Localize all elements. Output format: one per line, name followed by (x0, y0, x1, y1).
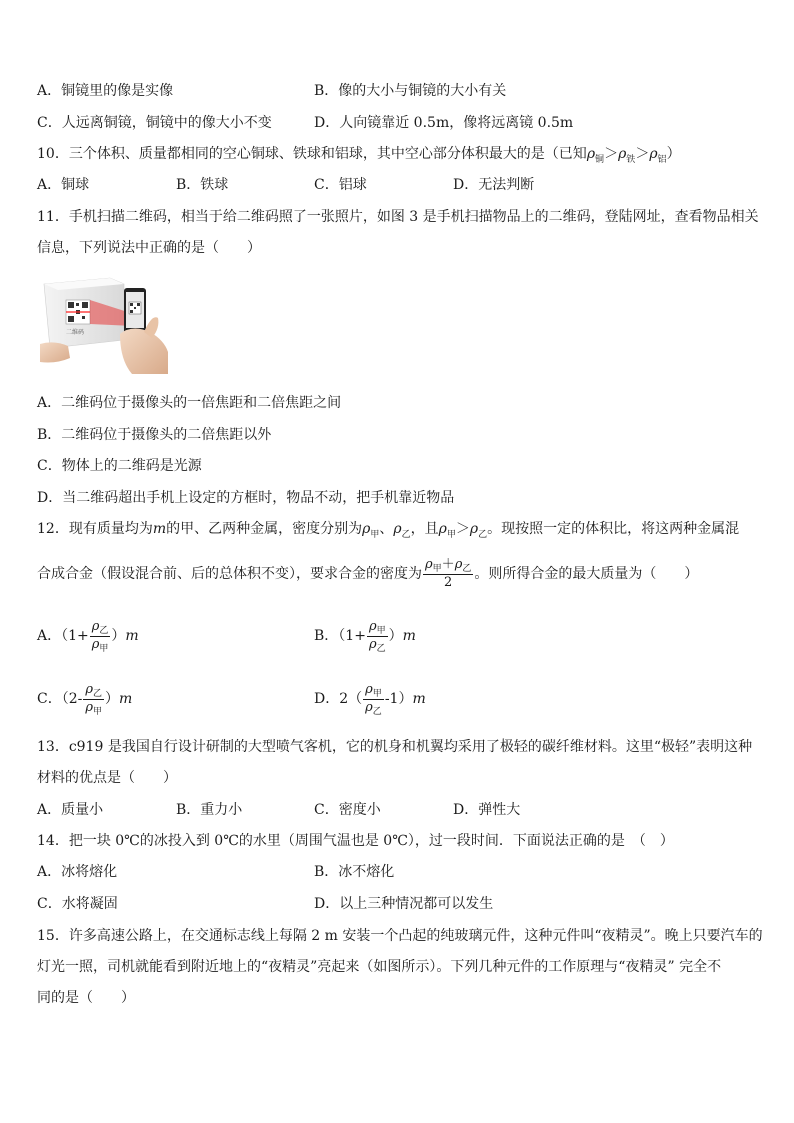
q15-stem-line2: 灯光一照，司机就能看到附近地上的“夜精灵”亮起来（如图所示）。下列几种元件的工作原理与“夜精灵” 完全不 (37, 959, 722, 975)
q10-option-c: C．铝球 (314, 177, 367, 193)
q12-option-c: C．（2- $\frac{\rho_乙}{\rho_甲}$ ）m (37, 681, 133, 717)
q9-option-b: B．像的大小与铜镜的大小有关 (314, 83, 507, 99)
q12-option-b: B．（1+ $\frac{\rho_甲}{\rho_乙}$ ）m (314, 618, 416, 654)
q11-stem-line1: 11．手机扫描二维码，相当于给二维码照了一张照片，如图 3 是手机扫描物品上的二维码，登陆网址，查看物品相关 (37, 209, 759, 225)
q12-option-d: D．2（ $\frac{\rho_甲}{\rho_乙}$ -1）m (314, 681, 426, 717)
qr-scan-photo (40, 274, 168, 374)
q11-option-c: C．物体上的二维码是光源 (37, 458, 202, 474)
q10-option-d: D．无法判断 (453, 177, 535, 193)
q9-option-d: D．人向镜靠近 0.5m，像将远离镜 0.5m (314, 115, 574, 131)
q13-stem-line1: 13．c919 是我国自行设计研制的大型喷气客机，它的机身和机翼均采用了极轻的碳纤维材料。这里“极轻”表明这种 (37, 739, 753, 755)
q10-option-b: B．铁球 (176, 177, 229, 193)
q13-option-d: D．弹性大 (453, 802, 521, 818)
q13-option-c: C．密度小 (314, 802, 381, 818)
q11-option-a: A．二维码位于摄像头的一倍焦距和二倍焦距之间 (37, 395, 342, 411)
q9-option-a: A．铜镜里的像是实像 (37, 83, 174, 99)
q13-option-b: B．重力小 (176, 802, 243, 818)
q14-option-d: D．以上三种情况都可以发生 (314, 896, 494, 912)
q9-option-c: C．人远离铜镜，铜镜中的像大小不变 (37, 115, 272, 131)
q12-stem-line2: 合成合金（假设混合前、后的总体积不变），要求合金的密度为 $\frac{\rho_甲+\rho_乙}{2}$ 。则所得合金的最大质量为（ ） (37, 557, 699, 590)
q12-option-a: A．（1+ $\frac{\rho_乙}{\rho_甲}$ ）m (37, 618, 139, 654)
q12-stem-line1: 12．现有质量均为m的甲、乙两种金属，密度分别为$\rho_甲$、$\rho_乙$，且$\rho_甲>\rho_乙$。现按照一定的体积比，将这两种金属混 (37, 521, 740, 540)
q11-option-b: B．二维码位于摄像头的二倍焦距以外 (37, 427, 272, 443)
q15-stem-line3: 同的是（ ） (37, 990, 135, 1006)
q14-option-a: A．冰将熔化 (37, 864, 118, 880)
q10-stem: 10．三个体积、质量都相同的空心铜球、铁球和铝球，其中空心部分体积最大的是（已知$\rho_铜>\rho_铁>\rho_铝$） (37, 146, 681, 165)
q11-stem-line2: 信息，下列说法中正确的是（ ） (37, 240, 261, 256)
q13-stem-line2: 材料的优点是（ ） (37, 770, 177, 786)
q11-option-d: D．当二维码超出手机上设定的方框时，物品不动，把手机靠近物品 (37, 490, 455, 506)
density-average-fraction: $\frac{\rho_甲+\rho_乙}{2}$ (425, 557, 472, 590)
q14-option-b: B．冰不熔化 (314, 864, 395, 880)
q15-stem-line1: 15．许多高速公路上，在交通标志线上每隔 2 m 安装一个凸起的纯玻璃元件，这种元件叫“夜精灵”。晚上只要汽车的 (37, 928, 763, 944)
q10-option-a: A．铜球 (37, 177, 90, 193)
q14-option-c: C．水将凝固 (37, 896, 118, 912)
qr-label-text: 二维码 (66, 329, 85, 336)
q14-stem: 14．把一块 0℃的冰投入到 0℃的水里（周围气温也是 0℃），过一段时间．下面说法正确的是 （ ） (37, 833, 674, 849)
q13-option-a: A．质量小 (37, 802, 104, 818)
